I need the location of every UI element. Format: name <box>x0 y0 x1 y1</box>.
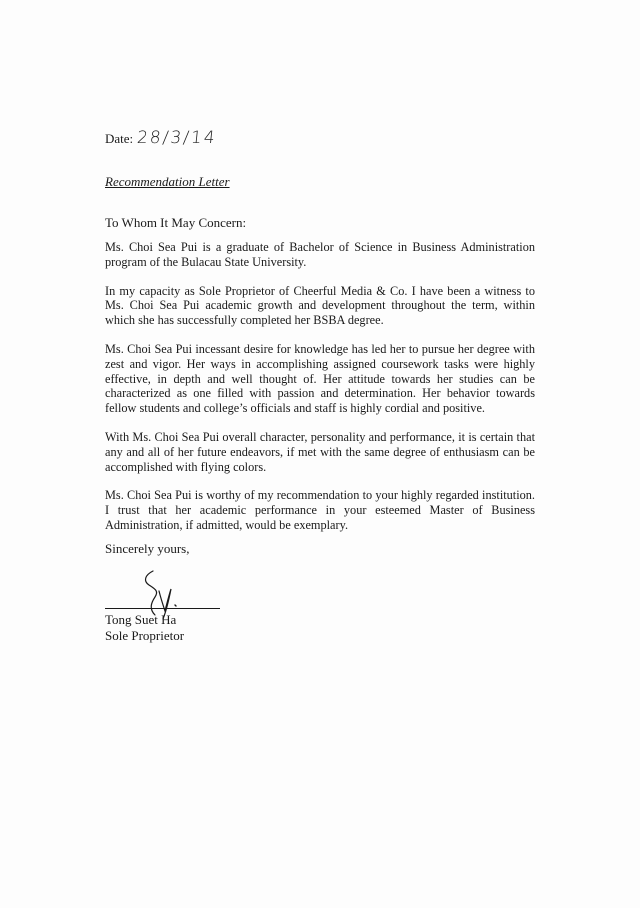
letter-body <box>105 240 535 547</box>
body-paragraph: With Ms. Choi Sea Pui overall character, personality and performance, it is certain that any and all of her future endeavors, if met with the same degree of enthusiasm can be accomplished with flying colors. <box>105 429 535 474</box>
letter-subject: Recommendation Letter <box>105 174 230 189</box>
signer-name: Tong Suet Ha <box>105 612 177 627</box>
date-line <box>105 128 217 148</box>
body-paragraph: Ms. Choi Sea Pui is worthy of my recommendation to your highly regarded institution. I trust that her academic performance in your esteemed Master of Business Administration, if admitted, would be exemplary. <box>105 488 535 532</box>
signer-title: Sole Proprietor <box>105 628 185 643</box>
body-paragraph: In my capacity as Sole Proprietor of Cheerful Media & Co. I have been a witness to Ms. Choi Sea Pui academic growth and development throughout the term, within which she has successfully completed her BSBA degree. <box>105 283 535 328</box>
date-label: Date: <box>105 131 134 146</box>
body-paragraph: Ms. Choi Sea Pui is a graduate of Bachelor of Science in Business Administration program of the Bulacau State University. <box>105 240 535 269</box>
closing: Sincerely yours, <box>105 541 190 556</box>
signature-line <box>105 608 220 609</box>
salutation: To Whom It May Concern: <box>105 215 247 230</box>
body-paragraph: Ms. Choi Sea Pui incessant desire for knowledge has led her to pursue her degree with zest and vigor. Her ways in accomplishing assigned coursework tasks were highly effective, in depth and well thought of. Her attitude towards her studies can be characterized as one filled with passion and determination. Her behavior towards fellow students and college’s officials and staff is highly cordial and positive. <box>105 341 535 416</box>
handwritten-date: 28/3/14 <box>136 128 218 148</box>
